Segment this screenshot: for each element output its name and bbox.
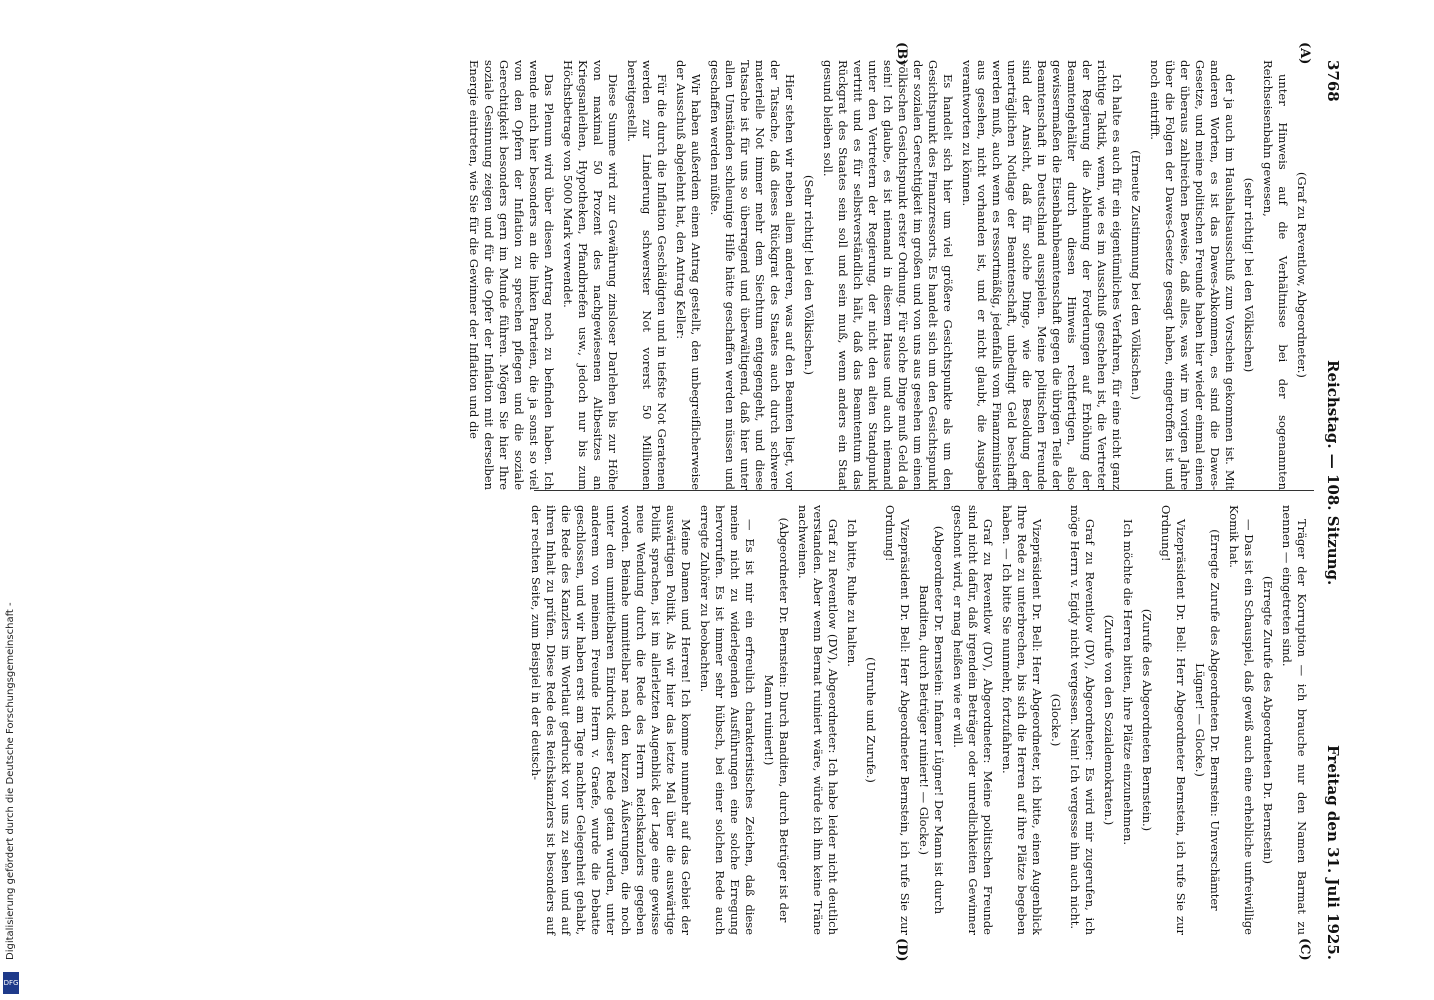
paragraph: Graf zu Reventlow (DV), Abgeordneter: Es wird mir zugerufen, ich möge Herrn v. Egidy nicht vergessen. Nein! Ich vergesse ihn auch nicht. (1068, 505, 1097, 935)
paragraph: Vizepräsident Dr. Bell: Herr Abgeordneter, ich bitte, einen Augenblick Ihre Rede zu unterbrechen, bis sich die Herren auf ihre Plätze begeben haben. — Ich bitte Sie nunmehr, fortzufahren. (1000, 505, 1044, 935)
paragraph: (sehr richtig! bei den Völkischen) (1242, 177, 1256, 373)
paragraph: (Glocke.) (1049, 693, 1063, 747)
paragraph: (Erneute Zustimmung bei den Völkischen.) (1129, 150, 1143, 400)
paragraph: Vizepräsident Dr. Bell: Herr Abgeordneter Bernstein, ich rufe Sie zur Ordnung! (883, 505, 912, 935)
paragraph: — Das ist ein Schauspiel, daß gewiß auch eine erhebliche unfreiwillige Komik hat. (1227, 505, 1256, 935)
page-header (1318, 60, 1342, 960)
paragraph: Es handelt sich hier um viel größere Gesichtspunkte als um den Gesichtspunkt des Finanzressorts. Es handelt sich um den Gesichtspunkt der sozialen Gerechtigkeit im großen und von uns aus gesehen um einen völkischen Gesichtspunkt erster Ordnung. Für solche Dinge muß Geld da sein! Ich glaube, es ist niemand in diesem Hause und auch niemand unter den Vertretern der Regierung, der nicht den alten Standpunkt vertritt und es für selbstverständlich hält, daß das Beamtentum das Rückgrat des Staates sein soll und sein muß, wenn anders ein Staat gesund bleiben soll. (821, 60, 955, 490)
paragraph: unter Hinweis auf die Verhältnisse bei der sogenannten Reichseisenbahn gewesen, (1261, 60, 1290, 490)
paragraph: Träger der Korruption — ich brauche nur den Namen Barmat zu nennen — eingetreten sind. (1280, 505, 1309, 935)
paragraph: Wir haben außerdem einen Antrag gestellt, den unbegreiflicherweise der Ausschuß abgelehnt hat, den Antrag Keller: (674, 60, 703, 490)
paragraph: Das Plenum wird über diesen Antrag noch zu befinden haben. Ich wende mich hier besonders an die linken Parteien, die ja sonst so viel von den Opfern der Inflation zu sprechen pflegen und die soziale Gerechtigkeit besonders gern im Munde führen. Mögen Sie hier Ihre soziale Gesinnung zeigen und für die Opfer der Inflation mit derselben Energie eintreten, wie Sie für die Gewinner der Inflation und die (467, 60, 556, 490)
paragraph: (Abgeordneter Dr. Bernstein: Infamer Lügner! Der Mann ist durch Banditen, durch Betrüger ruiniert! — Glocke.) (917, 525, 946, 915)
margin-marker-d: (D) (894, 938, 909, 962)
margin-marker-b: (B) (894, 42, 909, 66)
paragraph: Ich halte es auch für ein eigentümliches Verfahren, für eine nicht ganz richtige Taktik, wenn, wie es im Ausschuß geschehen ist, die Vertreter der Regierung die Ablehnung der Forderungen auf Erhöhung der Beamtengehälter durch diesen Hinweis rechtfertigen, also gewissermaßen die Eisenbahnbeamtenschaft gegen die übrigen Teile der Beamtenschaft in Deutschland ausspielen. Meine politischen Freunde sind der Ansicht, daß für solche Dinge, wie die Besoldung der unerträglichen Notlage der Beamtenschaft, unbedingt Geld beschafft werden muß, auch wenn es ressortmäßig, jedenfalls vom Finanzminister aus gesehen, nicht vorhanden ist, und er nicht glaubt, die Ausgabe verantworten zu können. (960, 60, 1124, 490)
paragraph: Graf zu Reventlow (DV), Abgeordneter: Meine politischen Freunde sind nicht dafür, daß irgendein Beträger oder unredlichkeiten Gewinner geschont wird, er mag heißen wie er will. (951, 505, 995, 935)
paragraph: der ja auch im Haushaltsausschuß zum Vorschein gekommen ist. Mit anderen Worten, es ist das Dawes-Abkommen, es sind die Dawes-Gesetze, und meine politischen Freunde haben hier wieder einmal einen der überaus zahlreichen Beweise, daß alles, was wir im vorigen Jahre über die Folgen der Dawes-Gesetze gesagt haben, eingetroffen ist und noch eintrifft. (1148, 60, 1237, 490)
dfg-logo: DFG (3, 972, 19, 994)
paragraph: Vizepräsident Dr. Bell: Herr Abgeordneter Bernstein, ich rufe Sie zur Ordnung! (1159, 505, 1188, 935)
right-column (524, 505, 1309, 935)
paragraph: (Erregte Zurufe des Abgeordneten Dr. Bernstein: Unverschämter Lügner! — Glocke.) (1193, 529, 1222, 911)
paragraph: Diese Summe wird zur Gewährung zinsloser Darlehen bis zur Höhe von maximal 50 Prozent des nachgewiesenen Altbesitzes an Kriegsanleihen, Hypotheken, Pfandbriefen usw., jedoch nur bis zum Höchstbetrage von 5000 Mark verwendet. (561, 60, 620, 490)
attribution-text: Digitalisierung gefördert durch die Deutsche Forschungsgemeinschaft - (5, 602, 16, 960)
paragraph: (Graf zu Reventlow, Abgeordneter.) (1295, 172, 1309, 378)
page-number: 3768 (1324, 60, 1342, 102)
attribution-sidebar (2, 0, 20, 1000)
paragraph: (Zurufe von den Sozialdemokraten.) (1102, 614, 1116, 826)
page-title: Reichstag. — 108. Sitzung. (1324, 360, 1342, 586)
paragraph: Graf zu Reventlow (DV), Abgeordneter: Ich habe leider nicht deutlich verstanden. Aber wenn Bernat ruiniert wäre, würde ich ihm keine Träne nachweinen. (796, 505, 840, 935)
column-divider (534, 490, 1314, 491)
paragraph: Ich bitte, Ruhe zu halten. (845, 519, 859, 667)
paragraph: Für die durch die Inflation Geschädigten und in tiefste Not Geratenen werden zur Linderung schwerster Not vorerst 50 Millionen bereitgestellt. (625, 60, 669, 490)
left-column (462, 60, 1309, 490)
paragraph: Hier stehen wir neben allem anderen, was auf den Beamten liegt, vor der Tatsache, daß dieses Rückgrat des Staates auch durch schwere materielle Not immer mehr dem Siechtum entgegengeht, und diese Tatsache ist für uns so überragend und überwältigend, daß hier unter allen Umständen schleunige Hilfe hätte geschaffen werden müssen und geschaffen werden müßte. (708, 60, 797, 490)
margin-marker-c: (C) (1297, 938, 1312, 961)
paragraph: (Erregte Zurufe des Abgeordneten Dr. Bernstein) (1261, 575, 1275, 864)
paragraph: Ich möchte die Herren bitten, ihre Plätze einzunehmen. (1121, 519, 1135, 846)
paragraph: (Abgeordneter Dr. Bernstein: Durch Banditen, durch Betrüger ist der Mann ruiniert!) (762, 517, 791, 923)
paragraph: Meine Damen und Herren! Ich komme nunmehr auf das Gebiet der auswärtigen Politik. Als wir hier das letzte Mal über die auswärtige Politik sprachen, ist im allerletzten Augenblick der Lage eine gewisse neue Wendung durch die Rede des Herrn Reichskanzlers gegeben worden. Beinahe unmittelbar nach den kurzen Äußerungen, die noch unter dem unmittelbaren Eindruck dieser Rede getan wurden, unter anderem von meinem Freunde Herrn v. Graefe, wurde die Debatte geschlossen, und wir haben erst am Tage nachher Gelegenheit gehabt, die Rede des Kanzlers im Wortlaut gedruckt vor uns zu sehen und auf ihren Inhalt zu prüfen. Diese Rede des Reichskanzlers ist besonders auf der rechten Seite, zum Beispiel in der deutsch- (529, 505, 693, 935)
paragraph: (Zurufe des Abgeordneten Bernstein.) (1140, 608, 1154, 832)
margin-marker-a: (A) (1297, 42, 1312, 65)
paragraph: (Unruhe und Zurufe.) (864, 657, 878, 783)
paragraph: (Sehr richtig! bei den Völkischen.) (802, 174, 816, 376)
paragraph: — Es ist mir ein erfreulich charakteristisches Zeichen, daß diese meine nicht zu widerlegenden Ausführungen eine solche Erregung hervorrufen. Es ist immer sehr hübsch, bei einer solchen Rede auch erregte Zuhörer zu beobachten. (698, 505, 757, 935)
session-date: Freitag den 31. Juli 1925. (1324, 745, 1342, 960)
